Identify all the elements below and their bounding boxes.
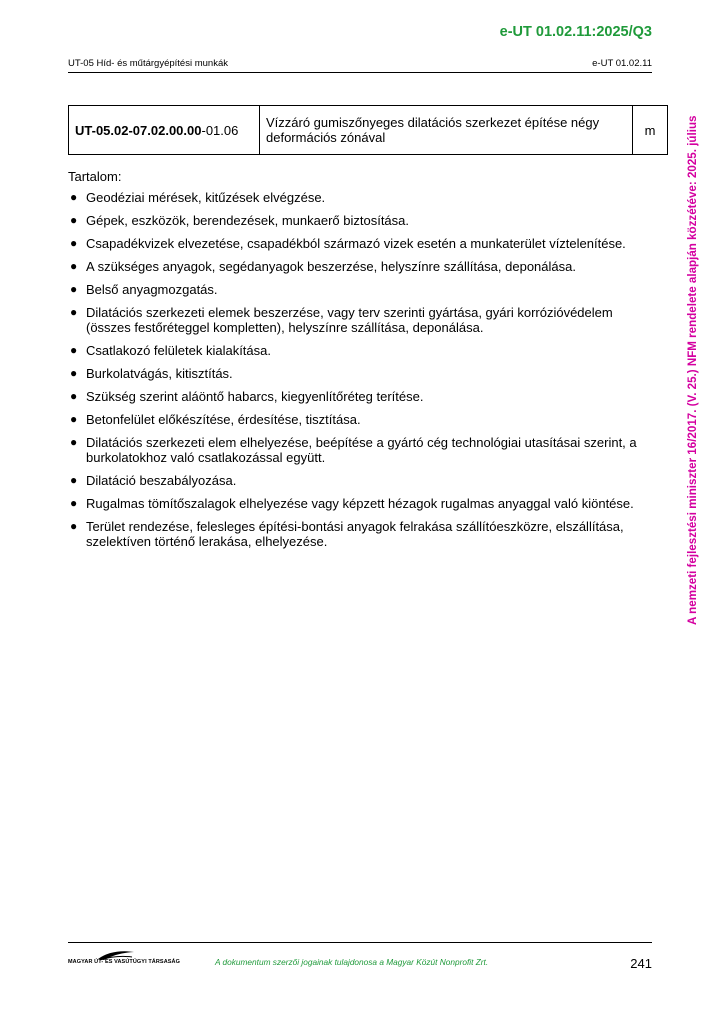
publication-notice: A nemzeti fejlesztési miniszter 16/2017. (V. 25.) NFM rendelete alapján közzétéve: 2025. július bbox=[686, 115, 699, 625]
item-description: Vízzáró gumiszőnyeges dilatációs szerkezet építése négy deformációs zónával bbox=[260, 106, 633, 155]
bullet-icon: ● bbox=[70, 190, 78, 204]
section-title: UT-05 Híd- és műtárgyépítési munkák bbox=[68, 58, 228, 69]
contents-title: Tartalom: bbox=[68, 169, 122, 184]
item-code-suffix: -01.06 bbox=[201, 122, 239, 138]
footer-copyright: A dokumentum szerzői jogainak tulajdonosa a Magyar Közút Nonprofit Zrt. bbox=[215, 957, 489, 967]
bullet-icon: ● bbox=[70, 473, 78, 487]
page-number: 241 bbox=[630, 956, 652, 971]
list-item: ● Szükség szerint aláöntő habarcs, kiegyenlítőréteg terítése. bbox=[70, 389, 424, 404]
list-item: ● Csatlakozó felületek kialakítása. bbox=[70, 343, 271, 358]
list-item: ● Dilatációs szerkezeti elemek beszerzése, vagy terv szerinti gyártása, gyári korrózióvédelem (összes festőréteggel kompletten), helyszínre szállítása, deponálása. bbox=[70, 305, 613, 335]
bullet-icon: ● bbox=[70, 236, 78, 250]
list-item: ● Dilatációs szerkezeti elem elhelyezése, beépítése a gyártó cég technológiai utasításai szerint, a burkolatokhoz való csatlakozással együtt. bbox=[70, 435, 637, 465]
item-code-cell bbox=[69, 106, 260, 155]
society-logo-icon bbox=[68, 946, 160, 970]
bullet-icon: ● bbox=[70, 435, 78, 449]
running-header bbox=[68, 58, 652, 73]
bullet-icon: ● bbox=[70, 496, 78, 510]
list-item: ● Belső anyagmozgatás. bbox=[70, 282, 218, 297]
list-item: ● Burkolatvágás, kitisztítás. bbox=[70, 366, 233, 381]
bullet-icon: ● bbox=[70, 259, 78, 273]
document-short-id: e-UT 01.02.11 bbox=[592, 58, 652, 69]
item-table bbox=[68, 105, 668, 155]
bullet-icon: ● bbox=[70, 519, 78, 533]
bullet-icon: ● bbox=[70, 366, 78, 380]
footer-divider bbox=[68, 942, 652, 943]
item-code: UT-05.02-07.02.00.00 bbox=[75, 122, 202, 138]
bullet-icon: ● bbox=[70, 305, 78, 319]
list-item: ● Rugalmas tömítőszalagok elhelyezése vagy képzett hézagok rugalmas anyaggal való kiöntése. bbox=[70, 496, 634, 511]
bullet-icon: ● bbox=[70, 282, 78, 296]
list-item: ● Csapadékvizek elvezetése, csapadékból származó vizek esetén a munkaterület víztelenítése. bbox=[70, 236, 626, 251]
list-item: ● Betonfelület előkészítése, érdesítése, tisztítása. bbox=[70, 412, 361, 427]
document-id: e-UT 01.02.11:2025/Q3 bbox=[499, 24, 652, 40]
item-unit: m bbox=[633, 106, 668, 155]
item-row bbox=[69, 106, 668, 155]
list-item: ● Gépek, eszközök, berendezések, munkaerő biztosítása. bbox=[70, 213, 410, 228]
bullet-icon: ● bbox=[70, 343, 78, 357]
list-item: ● Geodéziai mérések, kitűzések elvégzése. bbox=[70, 190, 326, 205]
list-item: ● Dilatáció beszabályozása. bbox=[70, 473, 237, 488]
contents-list bbox=[68, 190, 653, 549]
bullet-icon: ● bbox=[70, 412, 78, 426]
footer-organization: MAGYAR ÚT- ÉS VASÚTÜGYI TÁRSASÁG bbox=[68, 959, 180, 965]
bullet-icon: ● bbox=[70, 389, 78, 403]
bullet-icon: ● bbox=[70, 213, 78, 227]
list-item: ● Terület rendezése, felesleges építési-bontási anyagok felrakása szállítóeszközre, elszállítása, szelektíven történő lerakása, elhelyezése. bbox=[70, 519, 624, 549]
list-item: ● A szükséges anyagok, segédanyagok beszerzése, helyszínre szállítása, deponálása. bbox=[70, 259, 576, 274]
contents-section bbox=[68, 169, 653, 557]
